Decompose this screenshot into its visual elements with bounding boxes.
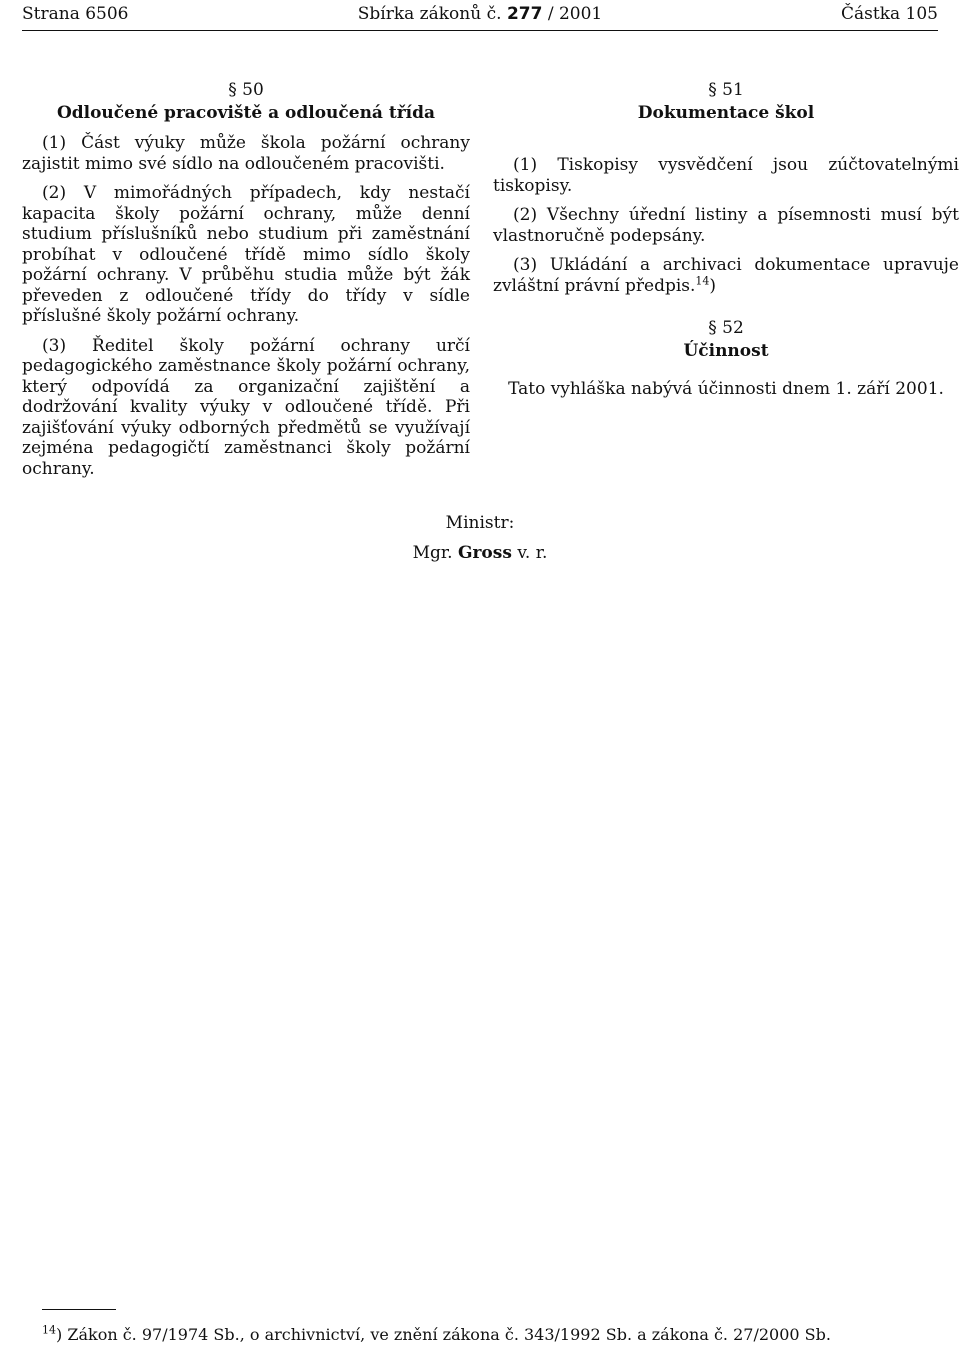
- signoff-role: Ministr:: [445, 513, 515, 533]
- page-header: [22, 4, 938, 31]
- section-50-paragraph-1: (1) Část výuky může škola požární ochrany zajistit mimo své sídlo na odloučeném pracovišti.: [22, 133, 470, 174]
- signoff-signature: [0, 538, 960, 568]
- collection-year: / 2001: [547, 4, 603, 24]
- section-50-title: Odloučené pracoviště a odloučená třída: [56, 102, 436, 123]
- signoff-title: Mgr.: [412, 543, 453, 563]
- collection-number: 277: [506, 4, 543, 24]
- collection-reference: [22, 4, 938, 24]
- footnote-marker: 14: [42, 1323, 56, 1337]
- section-51-number: § 51: [708, 80, 744, 100]
- section-51-title: Dokumentace škol: [637, 102, 815, 123]
- left-column: [22, 80, 470, 488]
- signoff-name: Gross: [457, 543, 512, 563]
- right-column: [493, 80, 959, 409]
- section-50-paragraph-2: (2) V mimořádných případech, kdy nestačí kapacita školy požární ochrany, může denní studium příslušníků nebo studium při zaměstnání probíhat v odloučené třídě mimo sídlo školy požární ochrany. V průběhu studia může být žák převeden z odloučené třídy do třídy v sídle příslušné školy požární ochrany.: [22, 183, 470, 326]
- section-51-paragraph-3: [493, 255, 959, 296]
- signoff-suffix: v. r.: [517, 543, 548, 563]
- page-number: Strana 6506: [22, 4, 129, 24]
- footnote: [42, 1325, 831, 1344]
- section-51-paragraph-2: (2) Všechny úřední listiny a písemnosti musí být vlastnoručně podepsány.: [493, 205, 959, 246]
- footnote-marker-close: ): [56, 1325, 63, 1344]
- section-50-paragraph-3: (3) Ředitel školy požární ochrany určí pedagogického zaměstnance školy požární ochrany, který odpovídá za organizační zajištění a dodržování kvality výuky v odloučené třídě. Při zajišťování výuky odborných předmětů se využívají zejména pedagogičtí zaměstnanci školy požární ochrany.: [22, 335, 470, 479]
- section-52-number: § 52: [708, 318, 744, 338]
- effectiveness-text: Tato vyhláška nabývá účinnosti dnem 1. září 2001.: [508, 379, 944, 399]
- footnote-reference-close: ): [709, 275, 717, 296]
- section-51-paragraph-1: (1) Tiskopisy vysvědčení jsou zúčtovatelnými tiskopisy.: [493, 155, 959, 196]
- collection-prefix: Sbírka zákonů č.: [357, 4, 502, 24]
- section-52-title: Účinnost: [683, 340, 769, 361]
- part-number: Částka 105: [841, 4, 938, 24]
- section-50-number: § 50: [228, 80, 264, 100]
- footnote-divider: [42, 1309, 116, 1310]
- signoff: [0, 508, 960, 568]
- section-51-paragraph-3-text: (3) Ukládání a archivaci dokumentace upravuje zvláštní právní předpis.: [493, 255, 959, 296]
- footnote-text: Zákon č. 97/1974 Sb., o archivnictví, ve znění zákona č. 343/1992 Sb. a zákona č. 27/2000 Sb.: [67, 1325, 831, 1344]
- footnote-reference: 14: [695, 273, 710, 287]
